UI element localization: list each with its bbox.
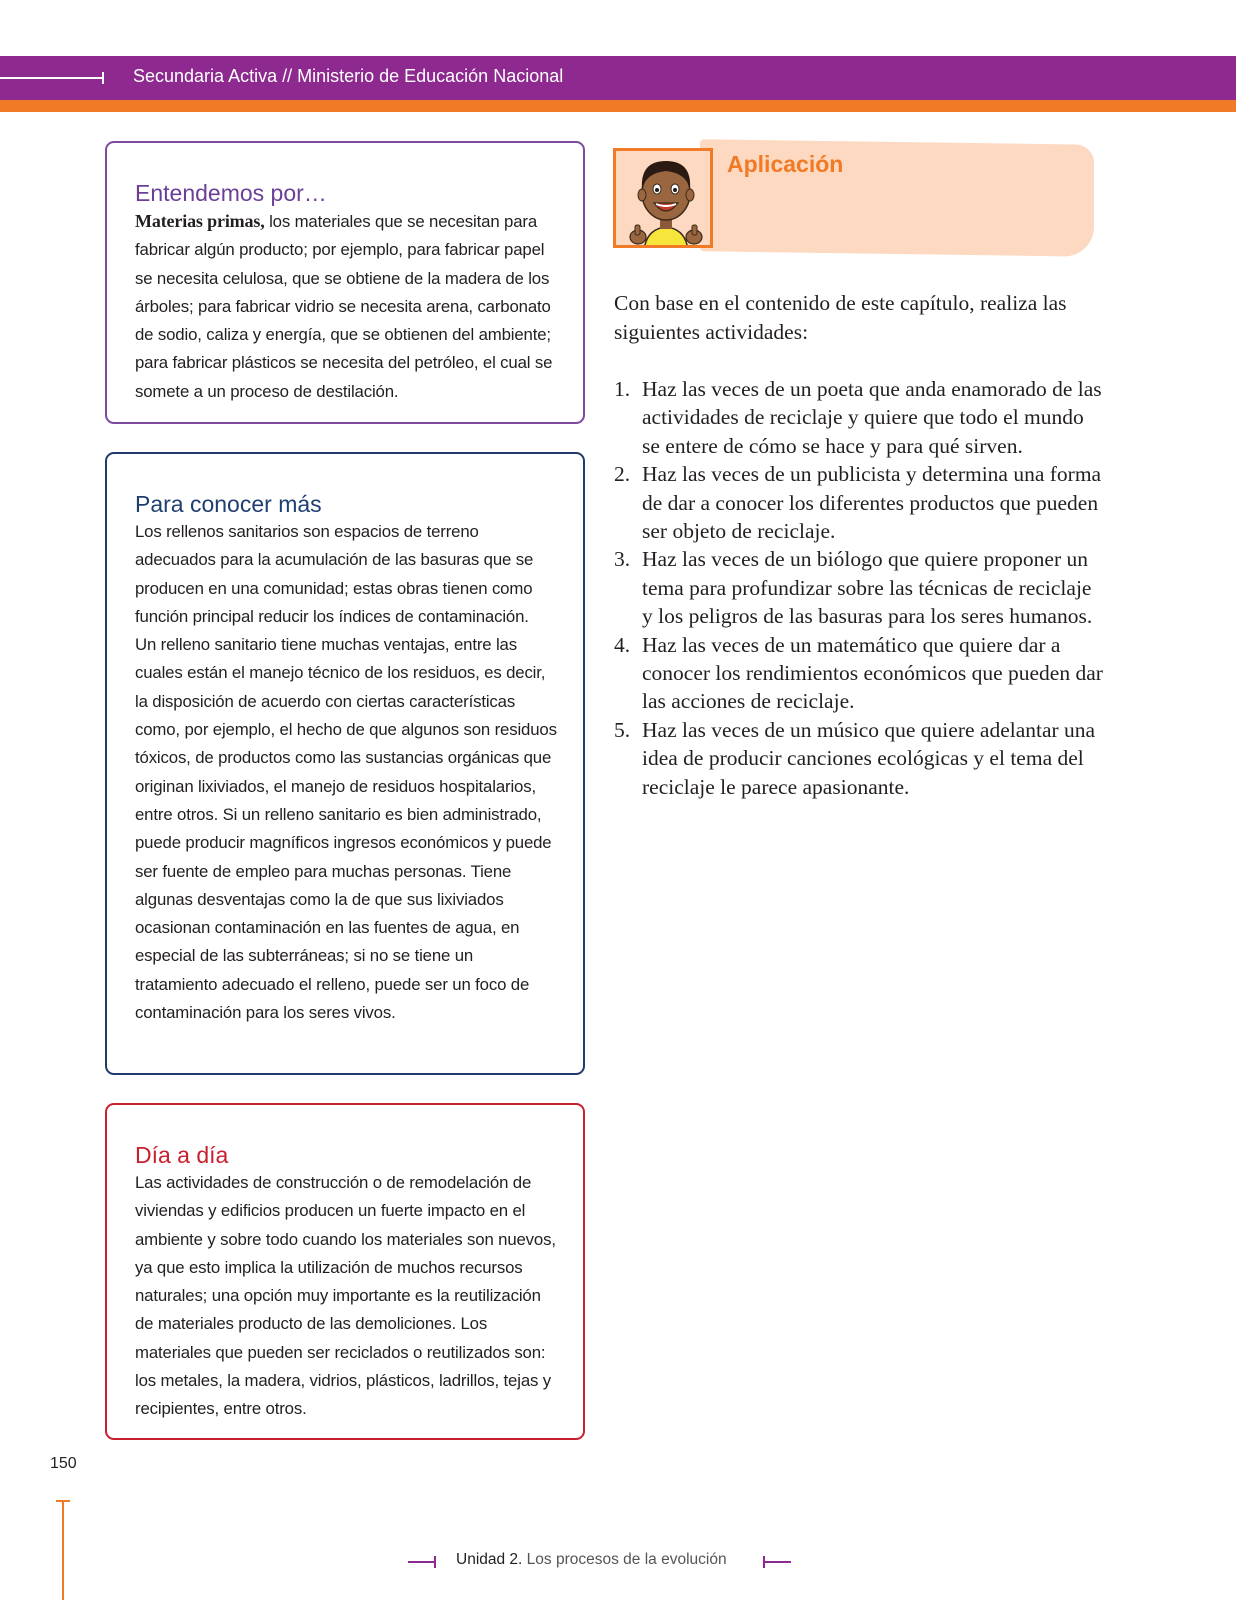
entendemos-title: Entendemos por… xyxy=(135,180,327,206)
entendemos-text xyxy=(135,207,557,406)
dia-box xyxy=(105,1103,585,1440)
entendemos-definition: los materiales que se necesitan para fabricar algún producto; por ejemplo, para fabricar papel se necesita celulosa, que se obtiene de la madera de los árboles; para fabricar vidrio se necesita arena, carbonato de sodio, caliza y energía, que se obtienen del ambiente; para fabricar plásticos se necesita del petróleo, el cual se somete a un proceso de destilación. xyxy=(135,212,553,401)
activity-text: Haz las veces de un matemático que quiere dar a conocer los rendimientos económicos que pueden dar las acciones de reciclaje. xyxy=(642,632,1103,714)
footer-left-rule-tick xyxy=(434,1556,436,1568)
activity-number: 5. xyxy=(614,717,631,742)
entendemos-lead: Materias primas, xyxy=(135,211,265,231)
activity-number: 2. xyxy=(614,462,631,487)
page-number: 150 xyxy=(50,1455,77,1472)
activities-list xyxy=(614,375,1104,801)
conocer-title: Para conocer más xyxy=(135,491,322,517)
conocer-box xyxy=(105,452,585,1075)
dia-text: Las actividades de construcción o de remodelación de viviendas y edificios producen un fuerte impacto en el ambiente y sobre todo cuando los materiales son nuevos, ya que esto implica la utilización de muchos recursos naturales; una opción muy importante es la reutilización de materiales producto de las demoliciones. Los materiales que pueden ser reciclados o reutilizados son: los metales, la madera, vidrios, plásticos, ladrillos, tejas y recipientes, entre otros. xyxy=(135,1173,556,1419)
activity-number: 4. xyxy=(614,632,631,657)
aplicacion-title: Aplicación xyxy=(727,151,844,177)
activity-number: 1. xyxy=(614,377,631,401)
activity-item xyxy=(614,545,1104,630)
conocer-paragraph-1: Los rellenos sanitarios son espacios de terreno adecuados para la acumulación de las basuras que se producen en una comunidad; estas obras tienen como función principal reducir los índices de contaminación. xyxy=(135,522,534,626)
footer-margin-line xyxy=(62,1502,64,1600)
header-rule-tick xyxy=(102,72,104,84)
aplicacion-character-frame xyxy=(613,148,713,248)
activity-item xyxy=(614,716,1104,801)
activity-item xyxy=(614,631,1104,716)
activity-item xyxy=(614,375,1104,460)
activity-text: Haz las veces de un biólogo que quiere proponer un tema para profundizar sobre las técnicas de reciclaje y los peligros de las basuras para los seres humanos. xyxy=(642,547,1093,629)
activity-text: Haz las veces de un músico que quiere adelantar una idea de producir canciones ecológicas y el tema del reciclaje le parece apasionante. xyxy=(642,717,1096,799)
header-rule xyxy=(0,77,104,79)
header-title: Secundaria Activa // Ministerio de Educación Nacional xyxy=(133,66,564,86)
dia-title: Día a día xyxy=(135,1142,229,1168)
aplicacion-intro: Con base en el contenido de este capítulo, realiza las siguientes actividades: xyxy=(614,291,1067,344)
footer-right-rule xyxy=(763,1561,791,1563)
activity-text: Haz las veces de un publicista y determina una forma de dar a conocer los diferentes productos que pueden ser objeto de reciclaje. xyxy=(642,462,1102,544)
footer-unit xyxy=(456,1551,727,1569)
footer-unit-title: Los procesos de la evolución xyxy=(522,1551,727,1568)
activity-item xyxy=(614,460,1104,545)
activity-number: 3. xyxy=(614,547,631,572)
footer-left-rule xyxy=(408,1561,436,1563)
conocer-paragraph-2: Un relleno sanitario tiene muchas ventajas, entre las cuales están el manejo técnico de los residuos, es decir, la disposición de acuerdo con ciertas características como, por ejemplo, el hecho de que algunos son residuos tóxicos, de productos como las sustancias orgánicas que originan lixiviados, el manejo de residuos hospitalarios, entre otros. Si un relleno sanitario es bien administrado, puede producir magníficos ingresos económicos y puede ser fuente de empleo para muchas personas. Tiene algunas desventajas como la de que sus lixiviados ocasionan contaminación en las fuentes de agua, en especial de las subterráneas; si no se tiene un tratamiento adecuado el relleno, puede ser un foco de contaminación para los seres vivos. xyxy=(135,635,557,1023)
header-orange-stripe xyxy=(0,100,1236,112)
footer-unit-label: Unidad 2. xyxy=(456,1551,523,1568)
smiling-child-thumbs-up-icon xyxy=(616,151,713,248)
entendemos-box xyxy=(105,141,585,424)
activity-text: Haz las veces de un poeta que anda enamorado de las actividades de reciclaje y quiere que todo el mundo se entere de cómo se hace y para qué sirven. xyxy=(642,377,1102,458)
